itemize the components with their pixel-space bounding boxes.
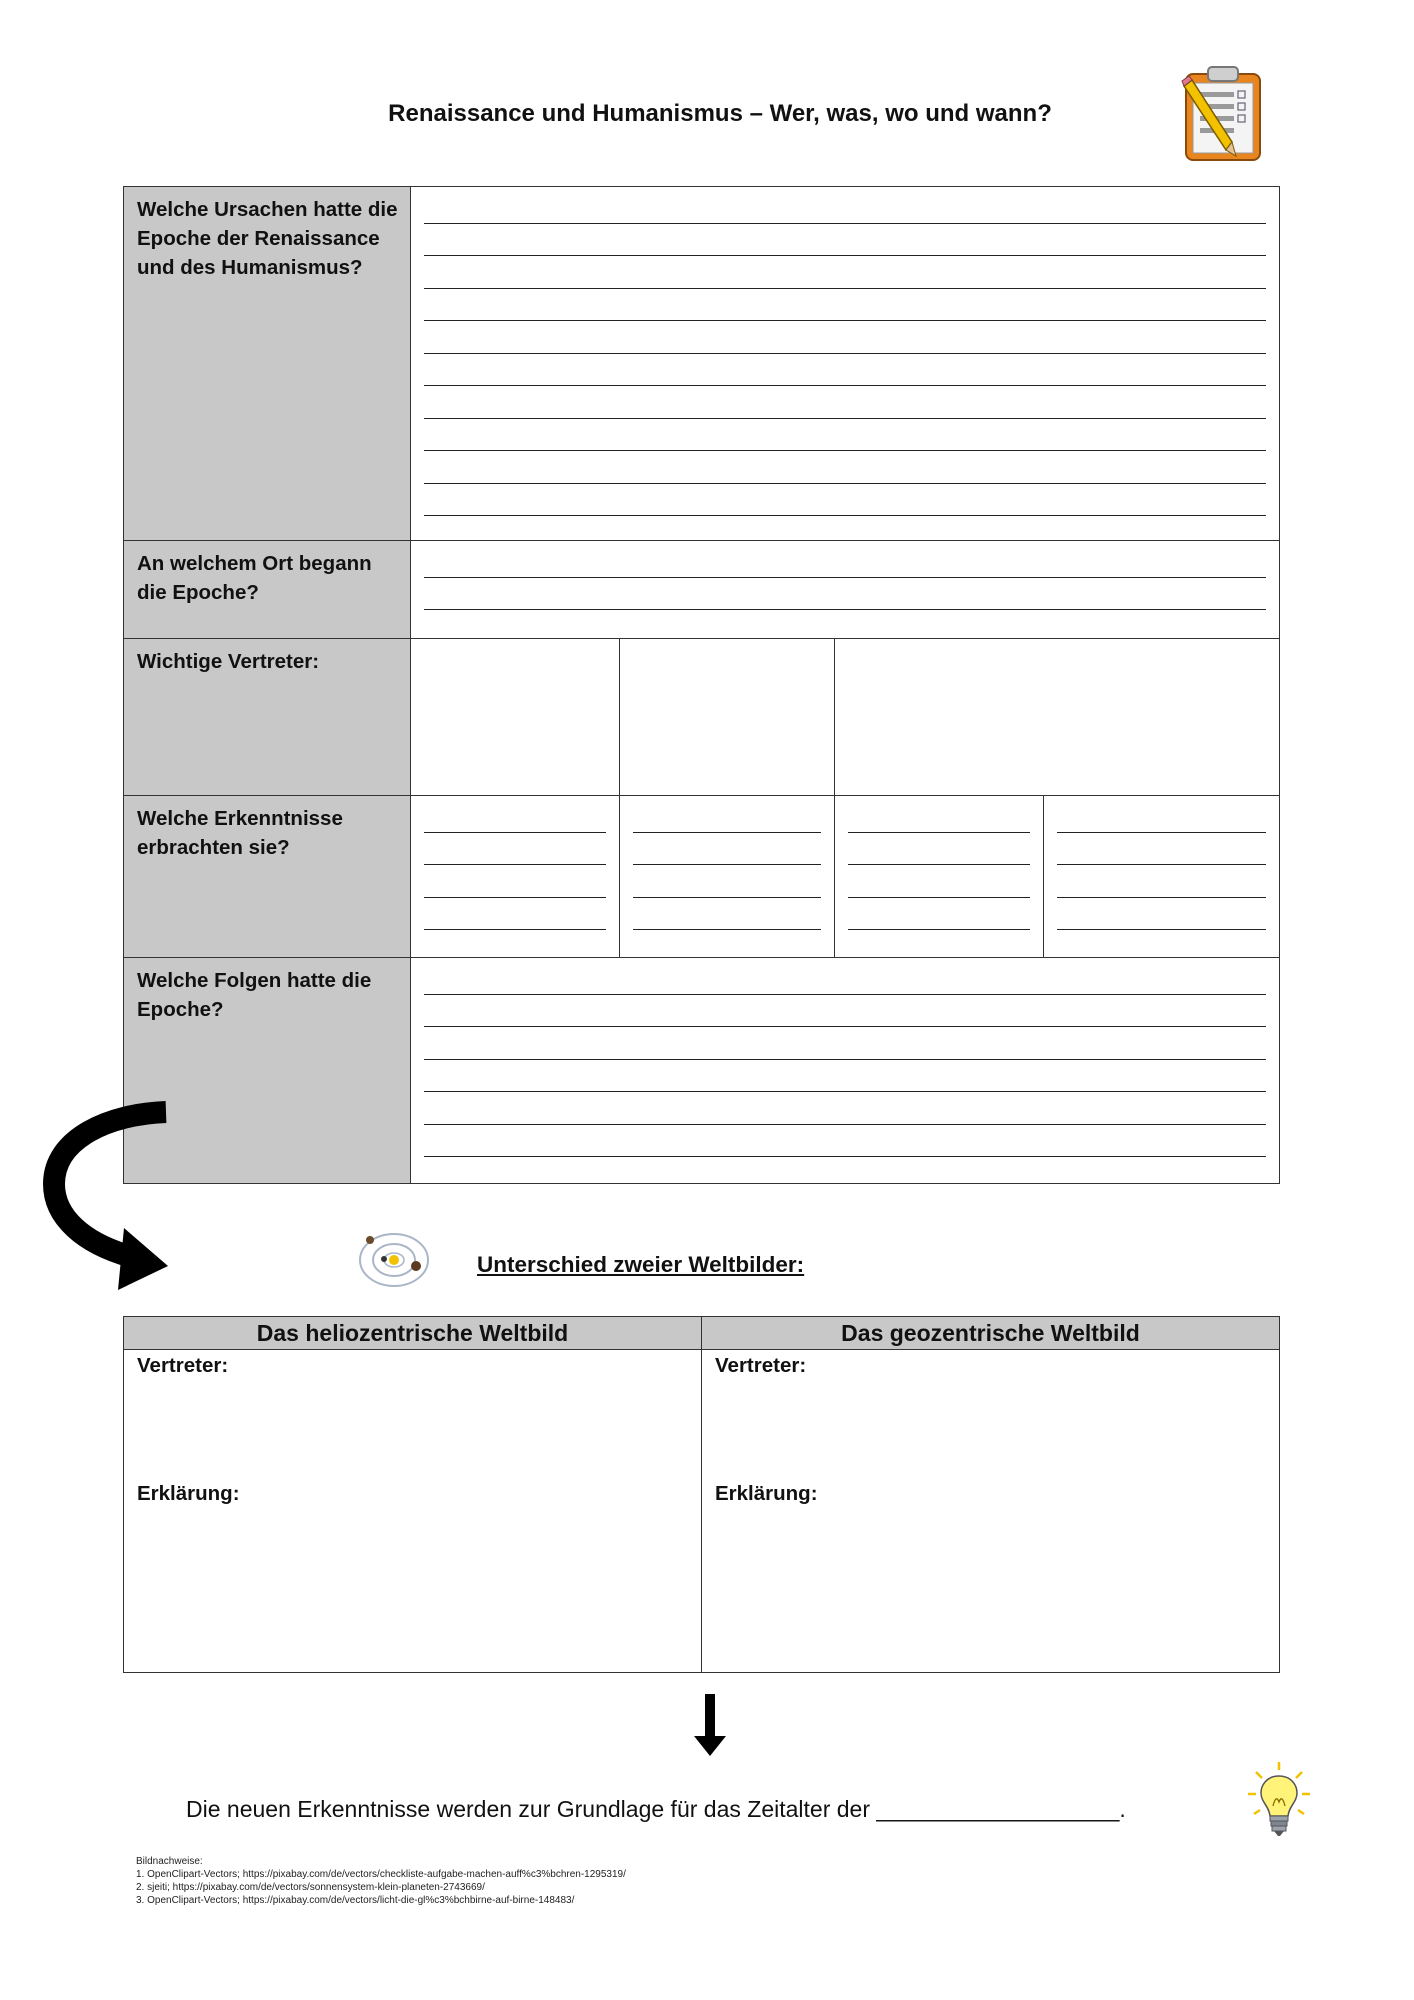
place-answer-lines: [411, 541, 1279, 610]
curved-arrow-icon: [40, 1098, 175, 1298]
causes-answer-cell[interactable]: [411, 187, 1280, 541]
consequences-question: Welche Folgen hatte die Epoche?: [137, 969, 372, 1021]
causes-question: Welche Ursachen hatte die Epoche der Renaissance und des Humanismus?: [137, 198, 398, 279]
row-representatives-label-cell: [124, 639, 411, 796]
clipboard-checklist-icon: [1180, 64, 1266, 162]
heliocentric-cell[interactable]: [124, 1350, 702, 1673]
geocentric-vertreter-label: Vertreter:: [715, 1354, 807, 1377]
geocentric-cell[interactable]: [702, 1350, 1280, 1673]
consequences-answer-lines: [411, 958, 1279, 1157]
findings-question: Welche Erkenntnisse erbrachten sie?: [137, 807, 343, 859]
solar-system-icon: [356, 1226, 432, 1292]
image-credits: [136, 1855, 626, 1907]
representative-cell-1[interactable]: [411, 639, 620, 796]
representative-cell-2[interactable]: [620, 639, 835, 796]
causes-answer-lines: [411, 187, 1279, 516]
geocentric-erklaerung-label: Erklärung:: [715, 1482, 818, 1505]
geocentric-header: Das geozentrische Weltbild: [702, 1317, 1280, 1350]
down-arrow-icon: [694, 1694, 726, 1758]
conclusion-sentence: Die neuen Erkenntnisse werden zur Grundlage für das Zeitalter der ___________________.: [186, 1796, 1126, 1822]
row-place-label-cell: [124, 541, 411, 639]
consequences-answer-cell[interactable]: [411, 958, 1280, 1184]
findings-cell-2[interactable]: [620, 796, 835, 958]
worldview-table: [123, 1316, 1280, 1673]
credits-line-2: 2. sjeiti; https://pixabay.com/de/vectors/sonnensystem-klein-planeten-2743669/: [136, 1882, 485, 1893]
worldview-section-title: Unterschied zweier Weltbilder:: [477, 1252, 805, 1277]
findings-cell-4[interactable]: [1044, 796, 1280, 958]
findings-cell-3[interactable]: [835, 796, 1044, 958]
credits-line-1: 1. OpenClipart-Vectors; https://pixabay.com/de/vectors/checkliste-aufgabe-machen-auff%c3%bchren-1295319/: [136, 1869, 626, 1880]
place-question: An welchem Ort begann die Epoche?: [137, 552, 372, 604]
heliocentric-vertreter-label: Vertreter:: [137, 1354, 229, 1377]
credits-line-3: 3. OpenClipart-Vectors; https://pixabay.com/de/vectors/licht-die-gl%c3%bchbirne-auf-birne-148483/: [136, 1895, 575, 1906]
heliocentric-header: Das heliozentrische Weltbild: [124, 1317, 702, 1350]
worksheet-table: [123, 186, 1280, 1184]
page-title: Renaissance und Humanismus – Wer, was, wo und wann?: [388, 100, 1052, 127]
heliocentric-erklaerung-label: Erklärung:: [137, 1482, 240, 1505]
row-causes-label-cell: [124, 187, 411, 541]
light-bulb-icon: [1246, 1760, 1312, 1840]
representatives-question: Wichtige Vertreter:: [137, 650, 320, 673]
place-answer-cell[interactable]: [411, 541, 1280, 639]
findings-cell-1[interactable]: [411, 796, 620, 958]
credits-heading: Bildnachweise:: [136, 1856, 203, 1867]
representative-cell-3[interactable]: [835, 639, 1280, 796]
row-findings-label-cell: [124, 796, 411, 958]
